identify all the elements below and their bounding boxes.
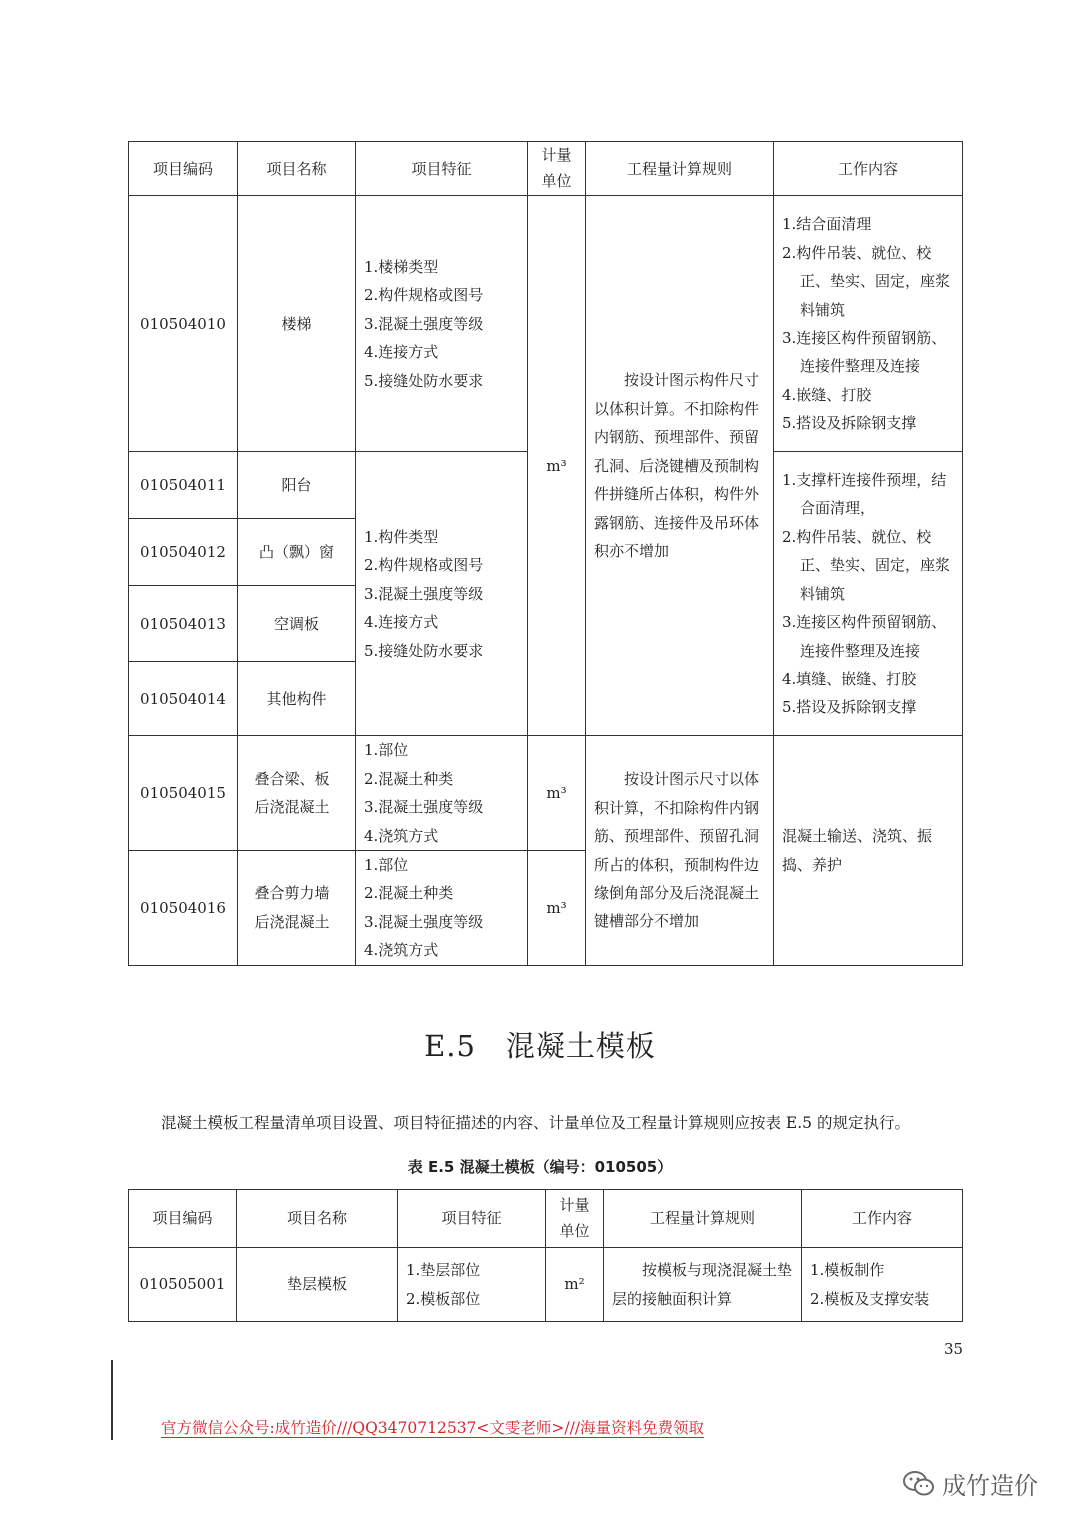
header-code: 项目编码	[129, 1190, 237, 1248]
work-item: 3.连接区构件预留钢筋、连接件整理及连接	[782, 613, 947, 660]
work-item: 1.支撑杆连接件预埋，结合面清理，	[782, 471, 947, 518]
feature-list	[356, 851, 528, 966]
work-item: 1.结合面清理	[782, 215, 872, 234]
feature-list	[356, 452, 528, 736]
table-row	[129, 1248, 963, 1322]
header-code: 项目编码	[129, 142, 238, 196]
header-name: 项目名称	[238, 142, 356, 196]
section-number: E.5	[424, 1029, 476, 1063]
item-name	[238, 851, 356, 966]
feature-list	[356, 736, 528, 851]
rule-cell: 按模板与现浇混凝土垫层的接触面积计算	[604, 1248, 802, 1322]
work-item: 3.连接区构件预留钢筋、连接件整理及连接	[782, 328, 947, 376]
feature-item: 1.构件类型	[364, 527, 439, 546]
unit-cell: m³	[528, 196, 586, 736]
feature-item: 2.混凝土种类	[364, 769, 454, 788]
item-code: 010504015	[129, 736, 238, 851]
header-unit	[546, 1190, 604, 1248]
feature-item: 4.浇筑方式	[364, 941, 439, 960]
work-item: 5.搭设及拆除钢支撑	[782, 414, 917, 433]
feature-item: 4.连接方式	[364, 613, 439, 632]
header-unit-text: 计量单位	[541, 146, 572, 190]
item-name: 阳台	[238, 452, 356, 519]
promo-notice-text[interactable]: 官方微信公众号:成竹造价///QQ3470712537<文雯老师>///海量资料免费领取	[161, 1419, 705, 1437]
item-name: 凸（飘）窗	[238, 519, 356, 586]
feature-item: 2.构件规格或图号	[364, 286, 484, 305]
item-code: 010504012	[129, 519, 238, 586]
work-item: 5.搭设及拆除钢支撑	[782, 698, 917, 717]
feature-item: 1.楼梯类型	[364, 257, 439, 276]
wechat-icon	[902, 1469, 936, 1499]
margin-rule	[111, 1360, 113, 1440]
item-name-text: 叠合梁、板后浇混凝土	[254, 769, 330, 817]
table-header-row	[129, 1190, 963, 1248]
header-rule: 工程量计算规则	[604, 1190, 802, 1248]
table-row	[129, 736, 963, 851]
work-item: 4.填缝、嵌缝、打胶	[782, 669, 917, 688]
intro-paragraph: 混凝土模板工程量清单项目设置、项目特征描述的内容、计量单位及工程量计算规则应按表 E.5 的规定执行。	[161, 1114, 910, 1132]
feature-list	[398, 1248, 546, 1322]
item-name: 垫层模板	[237, 1248, 398, 1322]
feature-item: 2.模板部位	[406, 1289, 481, 1308]
feature-item: 3.混凝土强度等级	[364, 912, 484, 931]
table-row	[129, 196, 963, 452]
unit-cell: m²	[546, 1248, 604, 1322]
header-feature: 项目特征	[398, 1190, 546, 1248]
item-code: 010504010	[129, 196, 238, 452]
unit-cell: m³	[528, 851, 586, 966]
feature-item: 1.部位	[364, 741, 409, 760]
item-name: 其他构件	[238, 662, 356, 736]
rule-cell: 按设计图示构件尺寸以体积计算。不扣除构件内钢筋、预埋部件、预留孔洞、后浇键槽及预制构件拼缝所占体积，构件外露钢筋、连接件及吊环体积亦不增加	[586, 196, 774, 736]
section-heading	[0, 1024, 1080, 1065]
header-feature: 项目特征	[356, 142, 528, 196]
header-unit-text: 计量单位	[559, 1195, 590, 1240]
section-title: 混凝土模板	[505, 1029, 656, 1063]
page-number: 35	[944, 1340, 964, 1358]
feature-item: 2.混凝土种类	[364, 884, 454, 903]
work-item: 2.构件吊装、就位、校正、垫实、固定，座浆料铺筑	[782, 243, 951, 319]
spec-table-e4	[128, 141, 963, 966]
feature-item: 3.混凝土强度等级	[364, 314, 484, 333]
feature-item: 5.接缝处防水要求	[364, 641, 484, 660]
item-code: 010504014	[129, 662, 238, 736]
header-work: 工作内容	[774, 142, 963, 196]
item-name: 楼梯	[238, 196, 356, 452]
item-code: 010504016	[129, 851, 238, 966]
feature-list	[356, 196, 528, 452]
watermark	[902, 1466, 1038, 1501]
header-work: 工作内容	[802, 1190, 963, 1248]
item-code: 010504011	[129, 452, 238, 519]
header-unit	[528, 142, 586, 196]
unit-cell: m³	[528, 736, 586, 851]
spec-table-e5	[128, 1189, 963, 1322]
work-item: 2.构件吊装、就位、校正、垫实、固定，座浆料铺筑	[782, 527, 951, 603]
work-list	[774, 452, 963, 736]
promo-notice[interactable]	[161, 1416, 704, 1438]
table-header-row	[129, 142, 963, 196]
item-name: 空调板	[238, 586, 356, 662]
feature-item: 3.混凝土强度等级	[364, 584, 484, 603]
feature-item: 4.浇筑方式	[364, 826, 439, 845]
feature-item: 5.接缝处防水要求	[364, 371, 484, 390]
work-item: 2.模板及支撑安装	[810, 1289, 930, 1308]
work-cell	[774, 736, 963, 965]
rule-cell: 按设计图示尺寸以体积计算，不扣除构件内钢筋、预埋部件、预留孔洞所占的体积，预制构件边缘倒角部分及后浇混凝土键槽部分不增加	[586, 736, 774, 965]
feature-item: 3.混凝土强度等级	[364, 798, 484, 817]
work-item: 1.模板制作	[810, 1261, 885, 1280]
work-list	[802, 1248, 963, 1322]
feature-item: 1.部位	[364, 856, 409, 875]
table-caption: 表 E.5 混凝土模板（编号：010505）	[407, 1158, 673, 1176]
work-list	[774, 196, 963, 452]
header-rule: 工程量计算规则	[586, 142, 774, 196]
item-name-text: 叠合剪力墙后浇混凝土	[254, 884, 330, 931]
feature-item: 1.垫层部位	[406, 1261, 481, 1280]
feature-item: 4.连接方式	[364, 343, 439, 362]
item-name	[238, 736, 356, 851]
work-item: 4.嵌缝、打胶	[782, 385, 872, 404]
feature-item: 2.构件规格或图号	[364, 556, 484, 575]
watermark-text: 成竹造价	[942, 1472, 1038, 1500]
header-name: 项目名称	[237, 1190, 398, 1248]
item-code: 010504013	[129, 586, 238, 662]
item-code: 010505001	[129, 1248, 237, 1322]
work-text: 混凝土输送、浇筑、振捣、养护	[782, 827, 933, 874]
